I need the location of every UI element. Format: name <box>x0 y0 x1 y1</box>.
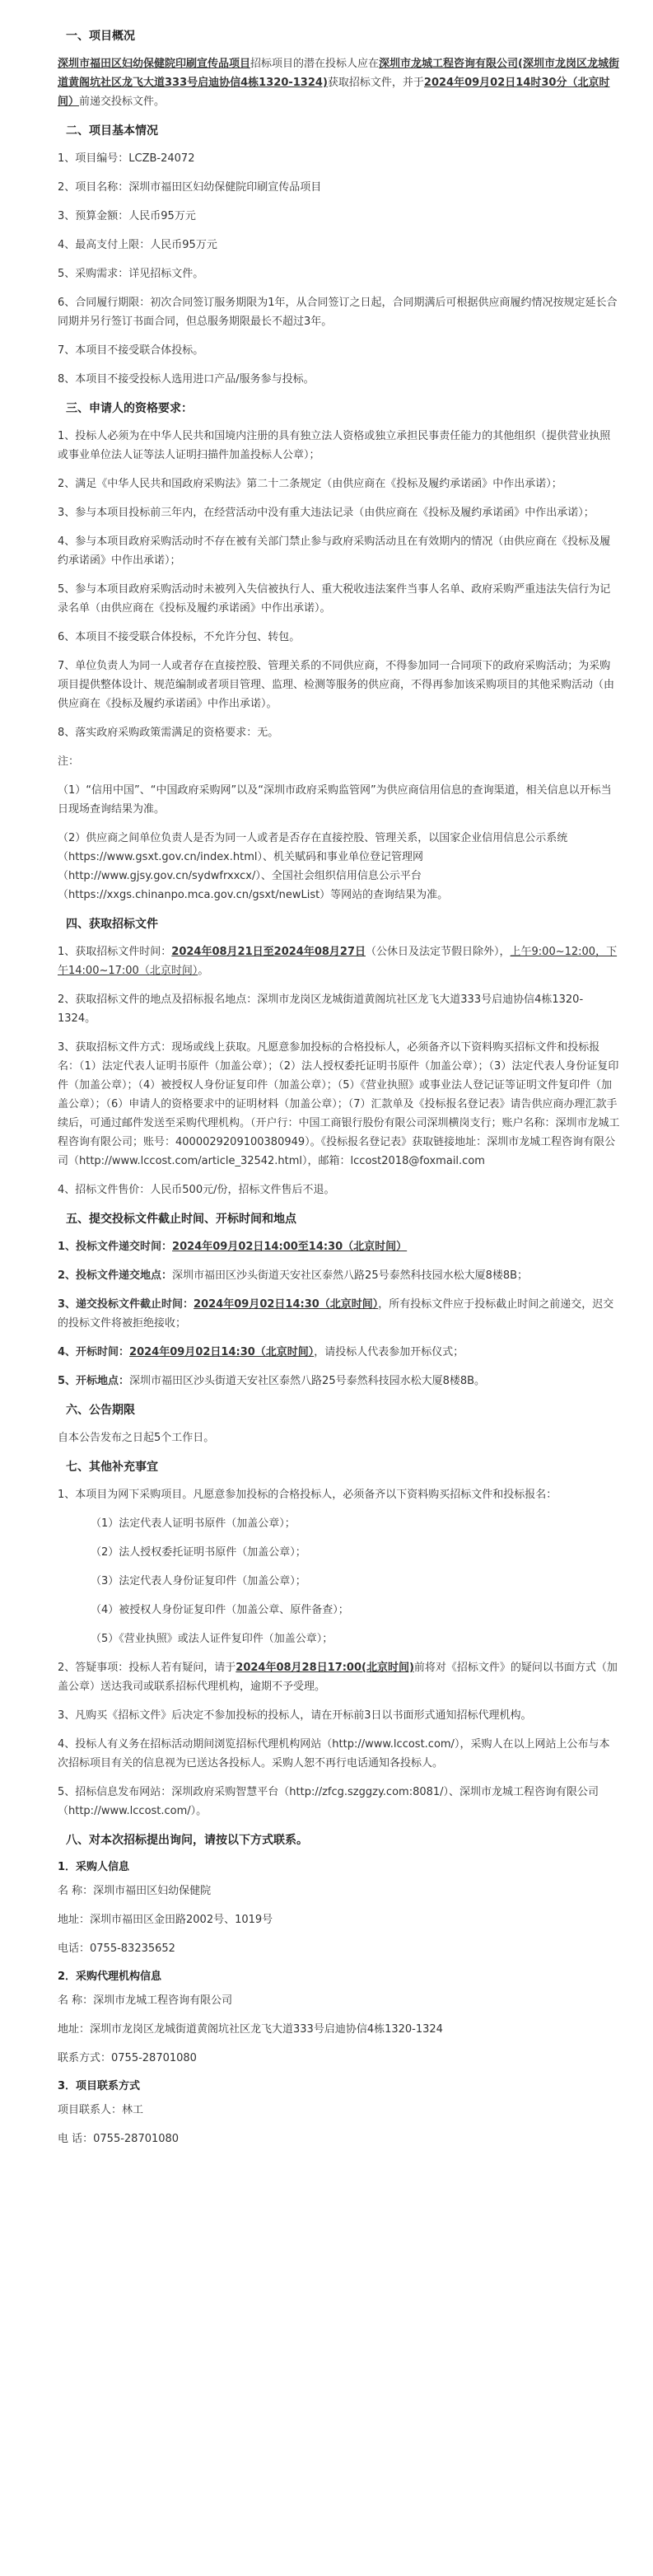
note-item: （2）供应商之间单位负责人是否为同一人或者是否存在直接控股、管理关系，以国家企业信用信息公示系统（https://www.gsxt.gov.cn/index.html）、机关赋码和事业单位登记管理网（http://www.gjsy.gov.cn/sydwfrxxcx/）、全国社会组织信用信息公示平台（https://xxgs.chinanpo.mca.gov.cn/gsxt/newList）等网站的查询结果为准。 <box>58 832 568 901</box>
document-price-paragraph: 4、招标文件售价：人民币500元/份，招标文件售后不退。 <box>58 1184 335 1196</box>
note-item: （1）“信用中国”、“中国政府采购网”以及“深圳市政府采购监管网”为供应商信用信息的查询渠道，相关信息以开标当日现场查询结果为准。 <box>58 784 612 816</box>
qualification-item: 2、满足《中华人民共和国政府采购法》第二十二条规定（由供应商在《投标及履约承诺函》中作出承诺）； <box>58 478 562 490</box>
project-contact-person: 项目联系人：林工 <box>58 2104 144 2116</box>
section-title-notice-period: 六、公告期限 <box>66 1404 135 1417</box>
qualification-item: 8、落实政府采购政策需满足的资格要求：无。 <box>58 727 279 739</box>
qualification-item: 4、参与本项目政府采购活动时不存在被有关部门禁止参与政府采购活动且在有效期内的情况（由供应商在《投标及履约承诺函》中作出承诺）； <box>58 535 611 567</box>
submission-location-paragraph: 2、投标文件递交地点：深圳市福田区沙头街道天安社区泰然八路25号泰然科技园水松大厦8楼8B； <box>58 1269 529 1282</box>
agency-phone: 联系方式：0755-28701080 <box>58 2052 197 2064</box>
project-contact-phone: 电 话：0755-28701080 <box>58 2133 180 2145</box>
required-document-item: （4）被授权人身份证复印件（加盖公章、原件备查）； <box>91 1604 349 1616</box>
submission-deadline-paragraph: 3、递交投标文件截止时间：2024年09月02日14:30（北京时间），所有投标文件应于投标截止时间之前递交，迟交的投标文件将被拒绝接收； <box>58 1298 614 1330</box>
supplementary-item: 1、本项目为网下采购项目。凡愿意参加投标的合格投标人，必须备齐以下资料购买招标文件和投标报名： <box>58 1489 557 1501</box>
basic-info-item: 6、合同履行期限：初次合同签订服务期限为1年，从合同签订之日起，合同期满后可根据供应商履约情况按规定延长合同期并另行签订书面合同，但总服务期限最长不超过3年。 <box>58 297 618 328</box>
qa-paragraph: 2、答疑事项：投标人若有疑问，请于2024年08月28日17:00(北京时间)前将对《招标文件》的疑问以书面方式（加盖公章）送达我司或联系招标代理机构，逾期不予受理。 <box>58 1662 618 1693</box>
section-title-obtain-documents: 四、获取招标文件 <box>66 918 158 931</box>
required-document-item: （2）法人授权委托证明书原件（加盖公章）； <box>91 1546 306 1559</box>
purchaser-address: 地址：深圳市福田区金田路2002号、1019号 <box>58 1914 273 1926</box>
obtain-method-paragraph: 3、获取招标文件方式：现场或线上获取。凡愿意参加投标的合格投标人，必须备齐以下资料购买招标文件和投标报名：（1）法定代表人证明书原件（加盖公章）；（2）法人授权委托证明书原件（加盖公章）；（3）法定代表人身份证复印件（加盖公章）；（4）被授权人身份证复印件（加盖公章）；（5）《营业执照》或事业法人登记证等证明文件复印件（加盖公章）；（6）申请人的资格要求中的证明材料（加盖公章）；（7）汇款单及《投标报名登记表》请告供应商办理汇款手续后，可通过邮件发送至采购代理机构。（开户行：中国工商银行股份有限公司深圳横岗支行；账户名称：深圳市龙城工程咨询有限公司；账号：4000029209100380949）。《投标报名登记表》获取链接地址：深圳市龙城工程咨询有限公司（http://www.lccost.com/article_32542.html），邮箱：lccost2018@foxmail.com <box>58 1041 620 1167</box>
section-title-overview: 一、项目概况 <box>66 30 135 43</box>
basic-info-item: 8、本项目不接受投标人选用进口产品/服务参与投标。 <box>58 373 315 386</box>
basic-info-item: 7、本项目不接受联合体投标。 <box>58 344 204 357</box>
qualification-item: 3、参与本项目投标前三年内，在经营活动中没有重大违法记录（由供应商在《投标及履约承诺函》中作出承诺）； <box>58 507 595 519</box>
basic-info-item: 5、采购需求：详见招标文件。 <box>58 268 204 280</box>
required-document-item: （5）《营业执照》或法人证件复印件（加盖公章）； <box>91 1633 333 1645</box>
required-document-item: （3）法定代表人身份证复印件（加盖公章）； <box>91 1575 306 1587</box>
basic-info-item: 3、预算金额：人民币95万元 <box>58 210 196 222</box>
required-document-item: （1）法定代表人证明书原件（加盖公章）； <box>91 1517 296 1530</box>
purchaser-name: 名 称：深圳市福田区妇幼保健院 <box>58 1885 212 1897</box>
section-title-contact: 八、对本次招标提出询问，请按以下方式联系。 <box>66 1834 308 1847</box>
supplementary-item: 5、招标信息发布网站：深圳政府采购智慧平台（http://zfcg.szggzy.com:8081/）、深圳市龙城工程咨询有限公司（http://www.lccost.com/）。 <box>58 1786 599 1817</box>
submission-time-paragraph: 1、投标文件递交时间：2024年09月02日14:00至14:30（北京时间） <box>58 1241 408 1253</box>
project-contact-title: 3．项目联系方式 <box>58 2080 141 2092</box>
obtain-location-paragraph: 2、获取招标文件的地点及招标报名地点：深圳市龙岗区龙城街道黄阁坑社区龙飞大道333号启迪协信4栋1320-1324。 <box>58 993 584 1025</box>
section-title-supplementary: 七、其他补充事宜 <box>66 1461 158 1474</box>
purchaser-phone: 电话：0755-83235652 <box>58 1943 175 1955</box>
section-title-submission: 五、提交投标文件截止时间、开标时间和地点 <box>66 1213 296 1226</box>
section-title-basic-info: 二、项目基本情况 <box>66 124 158 138</box>
opening-location-paragraph: 5、开标地点：深圳市福田区沙头街道天安社区泰然八路25号泰然科技园水松大厦8楼8B。 <box>58 1375 486 1387</box>
qualification-item: 6、本项目不接受联合体投标，不允许分包、转包。 <box>58 631 301 643</box>
purchaser-info-title: 1．采购人信息 <box>58 1861 130 1873</box>
qualification-item: 5、参与本项目政府采购活动时未被列入失信被执行人、重大税收违法案件当事人名单、政府采购严重违法失信行为记录名单（由供应商在《投标及履约承诺函》中作出承诺）。 <box>58 583 611 615</box>
qualification-item: 1、投标人必须为在中华人民共和国境内注册的具有独立法人资格或独立承担民事责任能力的其他组织（提供营业执照或事业单位法人证等法人证明扫描件加盖投标人公章）； <box>58 430 611 461</box>
note-label: 注： <box>58 755 80 768</box>
basic-info-item: 4、最高支付上限：人民币95万元 <box>58 239 217 251</box>
basic-info-item: 2、项目名称：深圳市福田区妇幼保健院印刷宣传品项目 <box>58 181 322 194</box>
section-title-qualifications: 三、申请人的资格要求： <box>66 402 193 415</box>
notice-period-text: 自本公告发布之日起5个工作日。 <box>58 1432 215 1444</box>
supplementary-item: 4、投标人有义务在招标活动期间浏览招标代理机构网站（http://www.lccost.com/），采购人在以上网站上公布与本次招标项目有关的信息视为已送达各投标人。采购人恕不再行电话通知各投标人。 <box>58 1738 610 1770</box>
agency-info-title: 2．采购代理机构信息 <box>58 1971 162 1983</box>
basic-info-item: 1、项目编号：LCZB-24072 <box>58 152 195 165</box>
agency-name: 名 称：深圳市龙城工程咨询有限公司 <box>58 1994 233 2007</box>
supplementary-item: 3、凡购买《招标文件》后决定不参加投标的投标人，请在开标前3日以书面形式通知招标代理机构。 <box>58 1709 532 1722</box>
opening-time-paragraph: 4、开标时间：2024年09月02日14:30（北京时间），请投标人代表参加开标仪式； <box>58 1346 464 1358</box>
qualification-item: 7、单位负责人为同一人或者存在直接控股、管理关系的不同供应商，不得参加同一合同项下的政府采购活动；为采购项目提供整体设计、规范编制或者项目管理、监理、检测等服务的供应商，不得再参加该采购项目的其他采购活动（由供应商在《投标及履约承诺函》中作出承诺）。 <box>58 660 615 710</box>
overview-paragraph: 深圳市福田区妇幼保健院印刷宣传品项目招标项目的潜在投标人应在深圳市龙城工程咨询有限公司(深圳市龙岗区龙城街道黄阁坑社区龙飞大道333号启迪协信4栋1320-1324)获取招标文件，并于2024年09月02日14时30分（北京时间）前递交投标文件。 <box>58 58 619 108</box>
agency-address: 地址：深圳市龙岗区龙城街道黄阁坑社区龙飞大道333号启迪协信4栋1320-1324 <box>58 2023 443 2036</box>
obtain-time-paragraph: 1、获取招标文件时间：2024年08月21日至2024年08月27日（公休日及法定节假日除外），上午9:00~12:00，下午14:00~17:00（北京时间）。 <box>58 946 618 977</box>
